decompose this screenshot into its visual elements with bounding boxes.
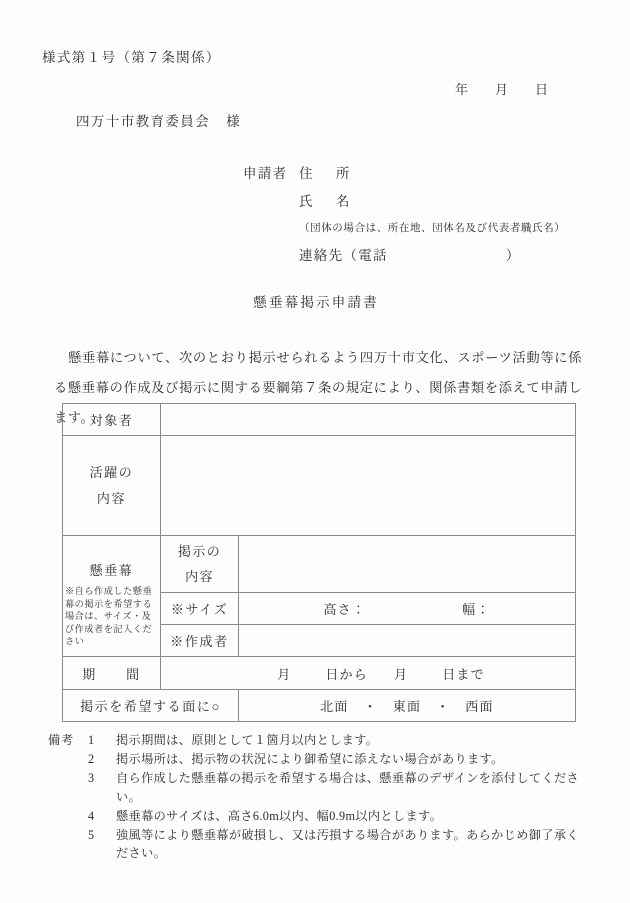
- remarks-item-text: 掲示場所は、掲示物の状況により御希望に添えない場合があります。: [116, 752, 504, 766]
- body-paragraph-text: 懸垂幕について、次のとおり掲示せられるよう四万十市文化、スポーツ活動等に係る懸垂幕の作成及び掲示に関する要綱第７条の規定により、関係書類を添えて申請します。: [54, 350, 582, 425]
- cell-display-content-label: [161, 536, 239, 593]
- application-table: [62, 403, 576, 722]
- period-month-to: 月: [394, 666, 409, 682]
- remarks-item: [48, 769, 588, 806]
- applicant-label: 申請者: [243, 166, 288, 181]
- applicant-address-label: 住 所: [299, 166, 355, 181]
- form-number: 様式第１号（第７条関係）: [42, 50, 221, 65]
- applicant-contact-close: ）: [505, 248, 521, 263]
- applicant-block: [243, 160, 565, 270]
- cell-faces-value[interactable]: [239, 690, 576, 722]
- remarks-item: [48, 750, 588, 769]
- activity-label-line1: 活躍の: [89, 464, 134, 480]
- applicant-name-row: [243, 188, 565, 216]
- addressee: [76, 110, 241, 130]
- remarks-item-number: 2: [88, 752, 95, 766]
- table-row-target: [63, 404, 576, 436]
- period-day-to: 日まで: [442, 666, 485, 682]
- remarks-item: [48, 807, 588, 826]
- applicant-address-row: [243, 160, 565, 188]
- face-option-east[interactable]: 東面: [392, 699, 422, 714]
- addressee-name: 四万十市教育委員会: [76, 114, 211, 129]
- period-day-from: 日から: [325, 666, 368, 682]
- applicant-name-label: 氏 名: [299, 194, 355, 209]
- date-year-label: 年: [455, 82, 470, 97]
- remarks-item: [48, 731, 588, 750]
- cell-size-value[interactable]: [239, 593, 576, 625]
- remarks-item-number: 4: [88, 808, 95, 823]
- cell-creator-value[interactable]: [239, 625, 576, 657]
- cell-faces-label: 掲示を希望する面に○: [63, 690, 239, 722]
- face-separator-1: ・: [363, 699, 378, 714]
- table-row-period: [63, 657, 576, 690]
- date-month-label: 月: [495, 82, 510, 97]
- display-content-line1: 掲示の: [177, 544, 222, 559]
- remarks-list: [48, 731, 588, 863]
- activity-label-line2: 内容: [96, 490, 127, 506]
- banner-note-text: ※自ら作成した懸垂幕の掲示を希望する場合は、サイズ・及び作成者を記入ください: [65, 586, 153, 647]
- date-line: [455, 79, 549, 98]
- face-separator-2: ・: [436, 699, 451, 714]
- cell-activity-label: [63, 436, 161, 536]
- cell-period-value[interactable]: [161, 657, 576, 690]
- face-option-west[interactable]: 西面: [465, 699, 494, 714]
- size-width-label: 幅：: [462, 602, 491, 617]
- period-month-from: 月: [277, 666, 292, 682]
- cell-size-label: ※サイズ: [161, 593, 239, 625]
- applicant-contact-row: [243, 242, 565, 270]
- applicant-org-note: （団体の場合は、所在地、団体名及び代表者職氏名）: [299, 223, 566, 234]
- cell-target-value[interactable]: [161, 404, 576, 436]
- cell-period-label: 期 間: [63, 657, 161, 690]
- table-row-banner-content: [63, 536, 576, 593]
- remarks-item-text: 懸垂幕のサイズは、高さ6.0m以内、幅0.9m以内とします。: [116, 808, 443, 823]
- table-row-faces: [63, 690, 576, 722]
- remarks-section: [48, 731, 588, 863]
- addressee-honorific: 様: [226, 114, 242, 129]
- remarks-item-text: 掲示期間は、原則として１箇月以内とします。: [116, 733, 379, 747]
- remarks-item-text: 自ら作成した懸垂幕の掲示を希望する場合は、懸垂幕のデザインを添付してください。: [116, 771, 580, 804]
- table-row-activity: [63, 436, 576, 536]
- cell-banner-label: [63, 536, 161, 657]
- cell-activity-value[interactable]: [161, 436, 576, 536]
- cell-display-content-value[interactable]: [239, 536, 576, 593]
- face-option-north[interactable]: 北面: [320, 699, 349, 714]
- cell-creator-label: ※作成者: [161, 625, 239, 657]
- remarks-item-number: 3: [88, 771, 95, 785]
- applicant-contact-label: 連絡先（電話: [299, 248, 388, 263]
- remarks-heading: 備考: [48, 733, 75, 747]
- remarks-item-text: 強風等により懸垂幕が破損し、又は汚損する場合があります。あらかじめ御了承ください。: [116, 827, 579, 860]
- cell-target-label: 対象者: [63, 404, 161, 436]
- banner-label-text: 懸垂幕: [89, 563, 134, 579]
- date-day-label: 日: [535, 82, 550, 97]
- page-title: 懸垂幕掲示申請書: [253, 295, 379, 310]
- remarks-item: [48, 826, 588, 863]
- display-content-line2: 内容: [185, 569, 214, 584]
- remarks-item-number: 1: [88, 733, 95, 747]
- remarks-item-number: 5: [88, 827, 95, 842]
- size-height-label: 高さ：: [323, 602, 367, 617]
